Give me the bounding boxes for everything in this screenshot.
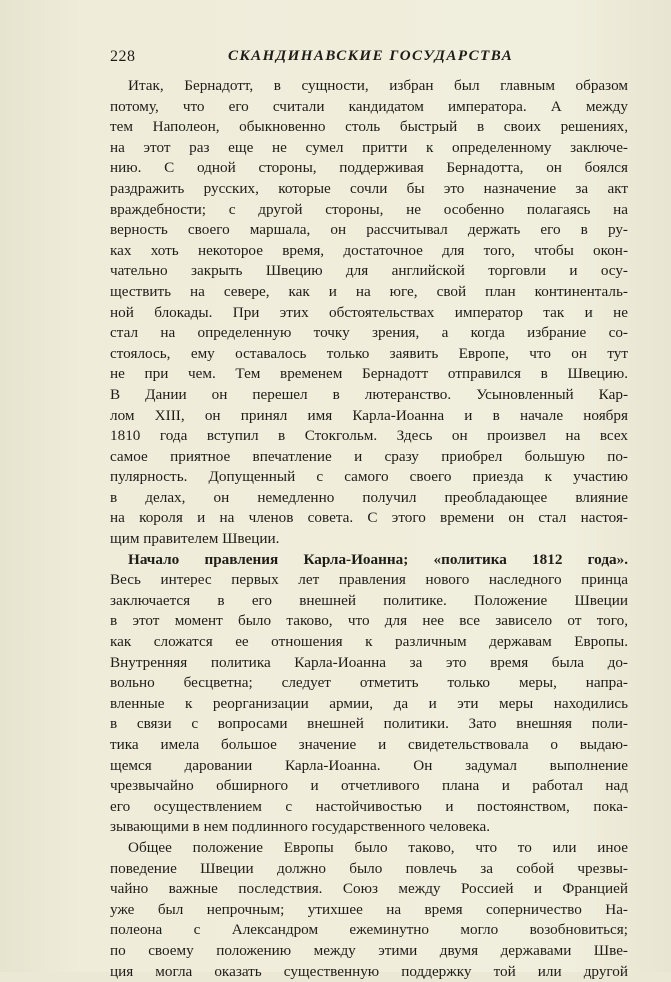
- text-line: верность своего маршала, он рассчитывал держать его в ру-: [110, 221, 628, 239]
- text-line: поведение Швеции должно было повлечь за собой чрезвы-: [110, 859, 628, 877]
- text-line: чайно важные последствия. Союз между Россией и Францией: [110, 880, 628, 898]
- text-line: нию. С одной стороны, поддерживая Бернадотта, он боялся: [110, 159, 628, 177]
- text-line: в делах, он немедленно получил преобладающее влияние: [110, 488, 628, 506]
- text-line: полеона с Александром ежеминутно могло возобновиться;: [110, 921, 628, 939]
- text-line: чательно закрыть Швецию для английской торговли и осу-: [110, 262, 628, 280]
- text-line: тика имела большое значение и свидетельствовала о выдаю-: [110, 736, 628, 753]
- text-line: на этот раз еще не сумел притти к определенному заключе-: [110, 138, 628, 156]
- text-line: зывающими в нем подлинного государственного человека.: [110, 818, 491, 836]
- text-line: вольно бесцветна; следует отметить только меры, напра-: [110, 674, 628, 692]
- text-line: раздражить русских, которые сочли бы это назначение за акт: [110, 179, 628, 197]
- text-line: ной блокады. При этих обстоятельствах император так и не: [110, 303, 628, 321]
- text-line: тем Наполеон, обыкновенно столь быстрый в своих решениях,: [110, 118, 628, 136]
- body-text: [110, 76, 628, 982]
- text-line: стал на определенную точку зрения, а когда избрание со-: [110, 324, 628, 342]
- text-line: вленные к реорганизации армии, да и эти меры находились: [110, 694, 628, 712]
- text-line: щим правителем Швеции.: [110, 530, 280, 548]
- text-line: как сложатся ее отношения к различным державам Европы.: [110, 633, 628, 651]
- text-line: уже был непрочным; утихшее на время соперничество На-: [110, 900, 628, 918]
- text-line: в этот момент было таково, что для нее все зависело от того,: [110, 612, 628, 630]
- text-line: ках хоть некоторое время, достаточное для того, чтобы окон-: [110, 241, 628, 259]
- text-line: не при чем. Тем временем Бернадотт отправился в Швецию.: [110, 365, 628, 383]
- text-line: в связи с вопросами внешней политики. Зато внешняя поли-: [110, 715, 628, 733]
- text-line: заключается в его внешней политике. Положение Швеции: [110, 591, 628, 609]
- text-line: по своему положению между этими двумя державами Шве-: [110, 941, 628, 959]
- text-line: пулярность. Допущенный с самого своего приезда к участию: [110, 468, 628, 486]
- text-line: чрезвычайно обширного и отчетливого плана и работал над: [110, 777, 628, 795]
- text-line: самое приятное впечатление и сразу приобрел большую по-: [110, 447, 628, 465]
- text-line: стоялось, ему оставалось только заявить Европе, что он тут: [110, 344, 628, 362]
- text-line: ществить на севере, как и на юге, свой план континенталь-: [110, 282, 628, 300]
- text-line: Общее положение Европы было таково, что то или иное: [128, 838, 628, 856]
- page-header: [110, 48, 630, 70]
- section-heading: Начало правления Карла-Иоанна; «политика 1812 года».: [128, 550, 628, 568]
- running-title: СКАНДИНАВСКИЕ ГОСУДАРСТВА: [228, 48, 514, 64]
- text-line: ция могла оказать существенную поддержку той или другой: [110, 962, 628, 980]
- text-line: Итак, Бернадотт, в сущности, избран был главным образом: [128, 77, 628, 94]
- text-line: щемся даровании Карла-Иоанна. Он задумал выполнение: [110, 756, 628, 774]
- text-line: В Дании он перешел в лютеранство. Усыновленный Кар-: [110, 385, 628, 403]
- text-line: враждебности; с другой стороны, не особенно полагаясь на: [110, 200, 628, 218]
- page-number: 228: [110, 48, 136, 65]
- text-line: Весь интерес первых лет правления нового наследного принца: [110, 571, 628, 589]
- text-line: на короля и на членов совета. С этого времени он стал настоя-: [110, 509, 628, 527]
- text-line: 1810 года вступил в Стокгольм. Здесь он произвел на всех: [110, 427, 628, 445]
- text-line: Внутренняя политика Карла-Иоанна за это время была до-: [110, 653, 628, 671]
- text-line: лом XIII, он принял имя Карла-Иоанна и в начале ноября: [110, 406, 628, 424]
- text-line: потому, что его считали кандидатом императора. А между: [110, 97, 628, 115]
- text-line: его осуществлением с настойчивостью и постоянством, пока-: [110, 797, 628, 815]
